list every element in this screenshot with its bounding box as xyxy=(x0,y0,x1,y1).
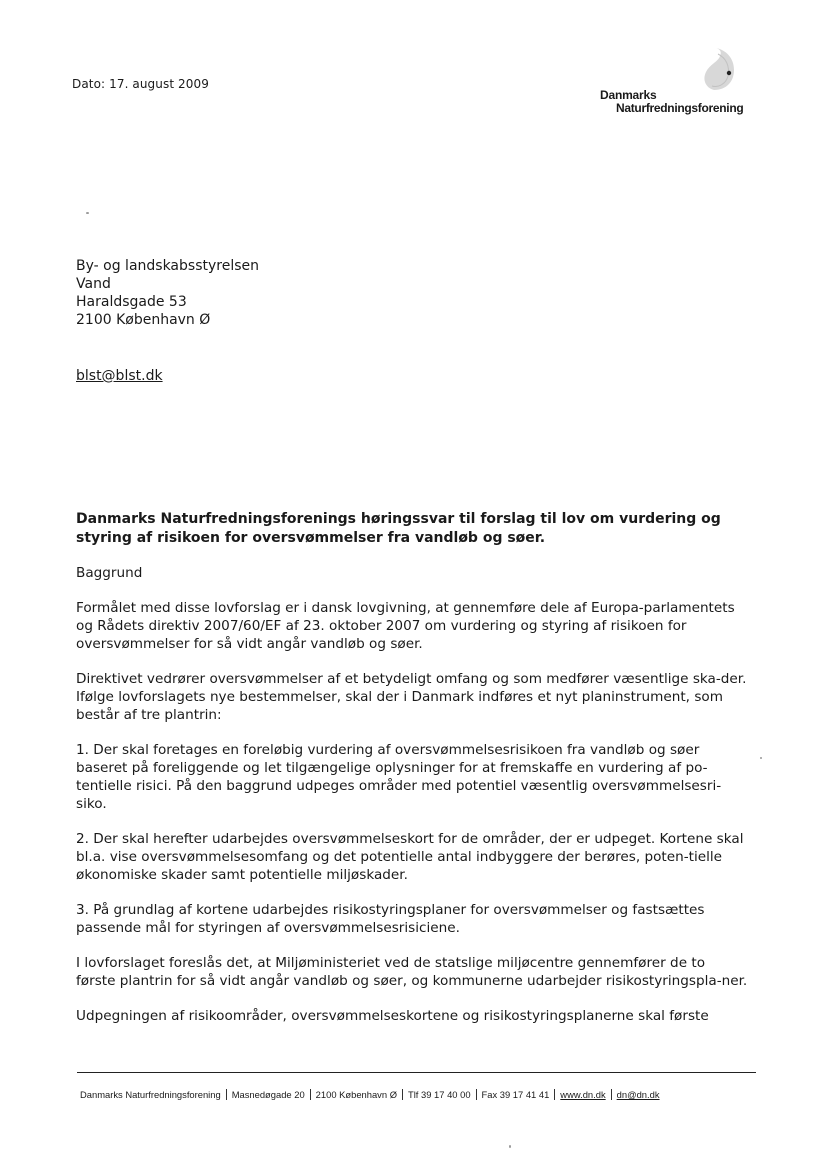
address-line: Haraldsgade 53 xyxy=(76,294,187,310)
letter-body xyxy=(76,564,748,1042)
section-heading: Baggrund xyxy=(76,565,143,581)
scan-speck xyxy=(509,1145,511,1148)
body-paragraph: Udpegningen af risikoområder, oversvømmelseskortene og risikostyringsplanerne skal første xyxy=(76,1008,709,1024)
body-paragraph: Formålet med disse lovforslag er i dansk lovgivning, at gennemføre dele af Europa-parlamentets og Rådets direktiv 2007/60/EF af 23. oktober 2007 om vurdering og styring af risikoen for oversvømmelser for så vidt angår vandløb og søer. xyxy=(76,600,735,652)
body-paragraph: 1. Der skal foretages en foreløbig vurdering af oversvømmelsesrisikoen fra vandløb og søer baseret på foreliggende og let tilgængelige oplysninger for at fremskaffe en vurdering af po-tentielle risici. På den baggrund udpeges områder med potentiel væsentlig oversvømmelsesri-siko. xyxy=(76,742,722,812)
logo-text-line1: Danmarks xyxy=(600,88,657,102)
footer-email-link[interactable]: dn@dn.dk xyxy=(616,1089,660,1100)
body-paragraph: Direktivet vedrører oversvømmelser af et betydeligt omfang og som medfører væsentlige ska-der. Ifølge lovforslagets nye bestemmelser, skal der i Danmark indføres et nyt planinstrument, som består af tre plantrin: xyxy=(76,671,747,723)
organization-logo xyxy=(596,38,766,128)
footer-divider xyxy=(77,1072,756,1073)
footer-web-link[interactable]: www.dn.dk xyxy=(560,1089,606,1100)
recipient-address xyxy=(76,257,259,329)
scan-speck xyxy=(760,757,762,759)
letter-footer xyxy=(80,1089,756,1100)
footer-separator xyxy=(554,1089,555,1100)
footer-org: Danmarks Naturfredningsforening xyxy=(80,1089,221,1100)
footer-fax: Fax 39 17 41 41 xyxy=(481,1089,550,1100)
footer-street: Masnedøgade 20 xyxy=(231,1089,305,1100)
scan-speck xyxy=(86,212,89,214)
footer-phone: Tlf 39 17 40 00 xyxy=(407,1089,471,1100)
address-line: 2100 København Ø xyxy=(76,312,211,328)
logo-swirl-icon xyxy=(696,46,740,92)
footer-city: 2100 København Ø xyxy=(315,1089,397,1100)
footer-separator xyxy=(611,1089,612,1100)
address-line: Vand xyxy=(76,276,111,292)
body-paragraph: 2. Der skal herefter udarbejdes oversvømmelseskort for de områder, der er udpeget. Kortene skal bl.a. vise oversvømmelsesomfang og det potentielle antal indbyggere der berøres, poten-tielle økonomiske skader samt potentielle miljøskader. xyxy=(76,831,744,883)
letter-date: Dato: 17. august 2009 xyxy=(72,77,209,91)
logo-text-line2: Naturfredningsforening xyxy=(616,101,744,115)
body-paragraph: I lovforslaget foreslås det, at Miljøministeriet ved de statslige miljøcentre gennemfører de to første plantrin for så vidt angår vandløb og søer, og kommunerne udarbejder risikostyringspla-ner. xyxy=(76,955,748,989)
letter-title: Danmarks Naturfredningsforenings høringssvar til forslag til lov om vurdering og styring af risikoen for oversvømmelser fra vandløb og søer. xyxy=(76,511,721,546)
body-paragraph: 3. På grundlag af kortene udarbejdes risikostyringsplaner for oversvømmelser og fastsættes passende mål for styringen af oversvømmelsesrisiciene. xyxy=(76,902,705,936)
address-line: By- og landskabsstyrelsen xyxy=(76,258,259,274)
footer-separator xyxy=(402,1089,403,1100)
footer-separator xyxy=(476,1089,477,1100)
footer-separator xyxy=(310,1089,311,1100)
recipient-email-link[interactable]: blst@blst.dk xyxy=(76,368,163,384)
footer-separator xyxy=(226,1089,227,1100)
